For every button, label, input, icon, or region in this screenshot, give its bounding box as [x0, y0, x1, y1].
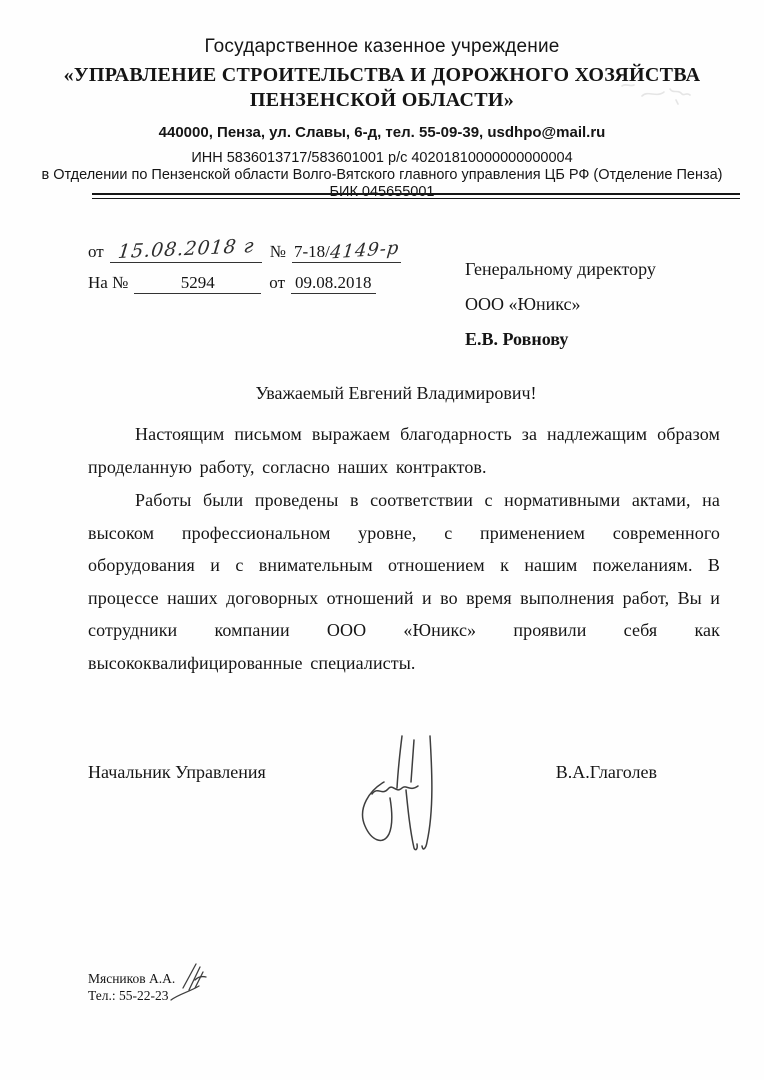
signer-position: Начальник Управления	[88, 762, 266, 782]
addressee-position: Генеральному директору	[465, 259, 656, 279]
executor-initial-mark	[165, 958, 213, 1006]
outgoing-number-sign: №	[269, 242, 286, 261]
body-paragraph-2: Работы были проведены в соответствии с нормативными актами, на высоком профессиональном уровне, с применением современного оборудования и с внимательным отношением к нашим пожеланиям. В процессе наших договорных отношений и во время выполнения работ, Вы и сотрудники компании ООО «Юникс» проявили себя как высококвалифицированные специалисты.	[88, 490, 720, 673]
incoming-from-label: от	[269, 273, 286, 292]
header-divider-rule	[92, 193, 740, 199]
signer-name: В.А.Глаголев	[555, 762, 657, 782]
organization-name-line-2: ПЕНЗЕНСКОЙ ОБЛАСТИ»	[249, 89, 515, 111]
salutation: Уважаемый Евгений Владимирович!	[255, 383, 537, 403]
incoming-ref-label: На №	[88, 273, 129, 292]
reference-block	[88, 234, 401, 306]
institution-type: Государственное казенное учреждение	[204, 36, 560, 57]
bank-branch-line: в Отделении по Пензенской области Волго-Вятского главного управления ЦБ РФ (Отделение Пенза)	[41, 167, 723, 183]
executor-phone: Тел.: 55-22-23	[88, 988, 169, 1003]
handwritten-date: 15.08.2018 г	[116, 234, 256, 264]
incoming-number-field	[134, 273, 261, 294]
outgoing-date-field	[110, 234, 262, 264]
handwritten-number: 4149-р	[328, 237, 401, 264]
executor-block	[88, 970, 175, 1004]
scan-smudge-mark	[618, 80, 696, 108]
org-address-line: 440000, Пенза, ул. Славы, 6-д, тел. 55-09-39, usdhpo@mail.ru	[158, 124, 606, 141]
incoming-ref-row	[88, 273, 401, 306]
inn-account-line: ИНН 5836013717/583601001 р/с 40201810000000000004	[191, 150, 573, 166]
incoming-date: 09.08.2018	[295, 273, 372, 292]
bik-line: БИК 045655001	[329, 184, 435, 200]
letterhead	[0, 36, 764, 201]
incoming-number: 5294	[180, 273, 215, 292]
outgoing-ref-row	[88, 234, 401, 273]
body-paragraph-1: Настоящим письмом выражаем благодарность за надлежащим образом проделанную работу, согласно наших контрактов.	[88, 424, 720, 477]
outgoing-from-label: от	[88, 242, 104, 261]
addressee-company: ООО «Юникс»	[465, 294, 581, 314]
addressee-name: Е.В. Ровнову	[465, 329, 569, 349]
outgoing-number-typed: 7-18/	[293, 242, 330, 261]
addressee-block	[465, 258, 656, 363]
executor-name: Мясников А.А.	[88, 971, 176, 986]
outgoing-number-field	[292, 237, 401, 264]
director-signature-mark	[348, 728, 460, 856]
organization-name-line-1: «УПРАВЛЕНИЕ СТРОИТЕЛЬСТВА И ДОРОЖНОГО ХОЗЯЙСТВА	[63, 64, 701, 86]
incoming-date-field	[291, 273, 376, 294]
